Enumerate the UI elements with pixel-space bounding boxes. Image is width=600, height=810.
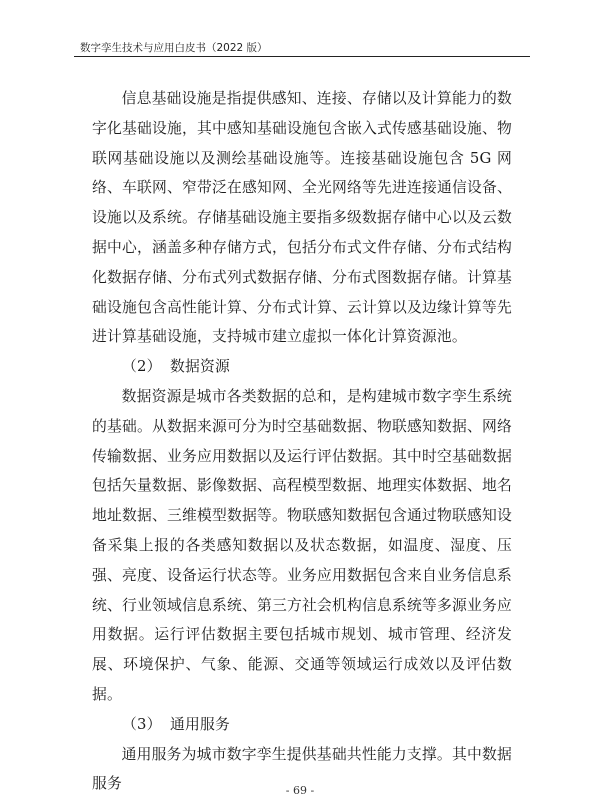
- section-heading-general-services: [92, 710, 512, 740]
- paragraph-information-infrastructure: 信息基础设施是指提供感知、连接、存储以及计算能力的数字化基础设施，其中感知基础设施包含嵌入式传感基础设施、物联网基础设施以及测绘基础设施等。连接基础设施包含 5G 网络、车联网、窄带泛在感知网、全光网络等先进连接通信设备、设施以及系统。存储基础设施主要指多级数据存储中心以及云数据中心，涵盖多种存储方式，包括分布式文件存储、分布式结构化数据存储、分布式列式数据存储、分布式图数据存储。计算基础设施包含高性能计算、分布式计算、云计算以及边缘计算等先进计算基础设施，支持城市建立虚拟一体化计算资源池。: [92, 90, 512, 346]
- section-number: （3）: [122, 715, 162, 733]
- document-body: [92, 84, 512, 799]
- section-heading-data-resources: [92, 352, 512, 382]
- section-title: 通用服务: [170, 715, 230, 733]
- document-title: 数字孪生技术与应用白皮书（2022 版）: [80, 42, 268, 54]
- page-header: [74, 34, 530, 57]
- paragraph-data-resources: 数据资源是城市各类数据的总和，是构建城市数字孪生系统的基础。从数据来源可分为时空基础数据、物联感知数据、网络传输数据、业务应用数据以及运行评估数据。其中时空基础数据包括矢量数据、影像数据、高程模型数据、地理实体数据、地名地址数据、三维模型数据等。物联感知数据包含通过物联感知设备采集上报的各类感知数据以及状态数据，如温度、湿度、压强、亮度、设备运行状态等。业务应用数据包含来自业务信息系统、行业领域信息系统、第三方社会机构信息系统等多源业务应用数据。运行评估数据主要包括城市规划、城市管理、经济发展、环境保护、气象、能源、交通等领域运行成效以及评估数据。: [92, 387, 512, 703]
- page-number: - 69 -: [285, 784, 315, 797]
- section-title: 数据资源: [170, 358, 230, 376]
- section-number: （2）: [122, 358, 162, 376]
- paragraph-general-services: 通用服务为城市数字孪生提供基础共性能力支撑。其中数据服务: [92, 745, 512, 793]
